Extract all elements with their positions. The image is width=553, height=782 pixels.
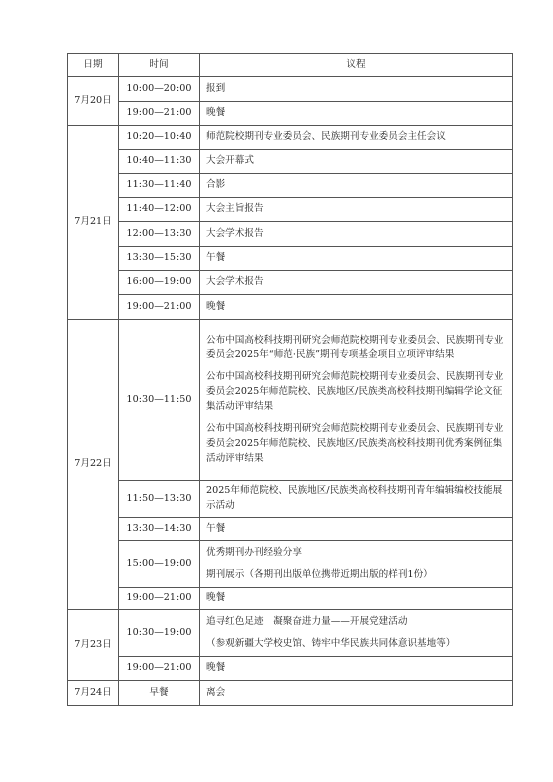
agenda-text: 大会开幕式	[206, 155, 254, 167]
time-cell: 10:40—11:30	[119, 150, 200, 174]
table-row	[68, 541, 513, 588]
agenda-cell	[200, 77, 513, 102]
header-time: 时间	[119, 54, 200, 77]
table-row	[68, 320, 513, 481]
agenda-text: 期刊展示（各期刊出版单位携带近期出版的样刊1份）	[206, 568, 433, 580]
agenda-text: 大会主旨报告	[206, 203, 264, 215]
table-row	[68, 610, 513, 657]
header-agenda: 议程	[200, 54, 513, 77]
time-cell: 10:30—19:00	[119, 610, 200, 657]
agenda-cell	[200, 102, 513, 126]
table-row	[68, 222, 513, 247]
header-date: 日期	[68, 54, 119, 77]
agenda-text: 大会学术报告	[206, 276, 264, 288]
date-cell: 7月21日	[68, 126, 119, 320]
agenda-cell	[200, 588, 513, 610]
agenda-cell	[200, 271, 513, 295]
table-row	[68, 481, 513, 518]
agenda-text: 晚餐	[206, 592, 226, 604]
time-cell: 19:00—21:00	[119, 657, 200, 681]
agenda-text: 午餐	[206, 522, 226, 534]
table-row	[68, 657, 513, 681]
agenda-cell	[200, 320, 513, 481]
time-cell: 10:30—11:50	[119, 320, 200, 481]
table-row	[68, 150, 513, 174]
table-row	[68, 77, 513, 102]
table-row	[68, 295, 513, 320]
time-cell: 13:30—14:30	[119, 518, 200, 541]
table-row	[68, 126, 513, 150]
time-cell: 10:00—20:00	[119, 77, 200, 102]
agenda-cell	[200, 174, 513, 198]
time-cell: 12:00—13:30	[119, 222, 200, 247]
agenda-text: 大会学术报告	[206, 227, 264, 239]
time-cell: 11:50—13:30	[119, 481, 200, 518]
time-cell: 19:00—21:00	[119, 102, 200, 126]
agenda-text: 公布中国高校科技期刊研究会师范院校期刊专业委员会、民族期刊专业委员会2025年师范院校、民族地区/民族类高校科技期刊优秀案例征集活动评审结果	[206, 422, 504, 464]
schedule-table	[67, 53, 513, 706]
date-cell: 7月20日	[68, 77, 119, 126]
agenda-text: （参观新疆大学校史馆、铸牢中华民族共同体意识基地等）	[206, 637, 456, 649]
agenda-text: 晚餐	[206, 107, 226, 119]
agenda-cell	[200, 657, 513, 681]
agenda-cell	[200, 247, 513, 271]
agenda-text: 晚餐	[206, 300, 226, 312]
agenda-cell	[200, 481, 513, 518]
time-cell: 13:30—15:30	[119, 247, 200, 271]
agenda-text: 晚餐	[206, 662, 226, 674]
time-cell: 15:00—19:00	[119, 541, 200, 588]
time-cell: 16:00—19:00	[119, 271, 200, 295]
agenda-cell	[200, 222, 513, 247]
table-row	[68, 518, 513, 541]
agenda-text: 离会	[206, 686, 226, 698]
agenda-cell	[200, 681, 513, 706]
time-cell: 19:00—21:00	[119, 588, 200, 610]
date-cell: 7月23日	[68, 610, 119, 681]
agenda-text: 公布中国高校科技期刊研究会师范院校期刊专业委员会、民族期刊专业委员会2025年“师范·民族”期刊专项基金项目立项评审结果	[206, 334, 504, 361]
table-row	[68, 247, 513, 271]
agenda-text: 追寻红色足迹 凝聚奋进力量——开展党建活动	[206, 615, 408, 627]
agenda-cell	[200, 518, 513, 541]
table-row	[68, 588, 513, 610]
table-row	[68, 198, 513, 222]
table-row	[68, 271, 513, 295]
time-cell: 11:40—12:00	[119, 198, 200, 222]
agenda-text: 公布中国高校科技期刊研究会师范院校期刊专业委员会、民族期刊专业委员会2025年师范院校、民族地区/民族类高校科技期刊编辑学论文征集活动评审结果	[206, 371, 504, 412]
agenda-cell	[200, 610, 513, 657]
table-row	[68, 102, 513, 126]
agenda-text: 师范院校期刊专业委员会、民族期刊专业委员会主任会议	[206, 131, 446, 143]
time-cell: 11:30—11:40	[119, 174, 200, 198]
time-cell: 19:00—21:00	[119, 295, 200, 320]
agenda-text: 优秀期刊办刊经验分享	[206, 546, 302, 558]
header-row	[68, 54, 513, 77]
agenda-cell	[200, 198, 513, 222]
agenda-text: 2025年师范院校、民族地区/民族类高校科技期刊青年编辑编校技能展示活动	[206, 485, 503, 511]
agenda-cell	[200, 541, 513, 588]
time-cell: 10:20—10:40	[119, 126, 200, 150]
table-row	[68, 174, 513, 198]
agenda-cell	[200, 150, 513, 174]
agenda-cell	[200, 126, 513, 150]
agenda-cell	[200, 295, 513, 320]
time-cell: 早餐	[119, 681, 200, 706]
agenda-text: 午餐	[206, 252, 226, 264]
agenda-text: 报到	[206, 82, 226, 94]
schedule-body	[68, 77, 513, 706]
agenda-text: 合影	[206, 179, 226, 191]
table-row	[68, 681, 513, 706]
date-cell: 7月22日	[68, 320, 119, 610]
date-cell: 7月24日	[68, 681, 119, 706]
